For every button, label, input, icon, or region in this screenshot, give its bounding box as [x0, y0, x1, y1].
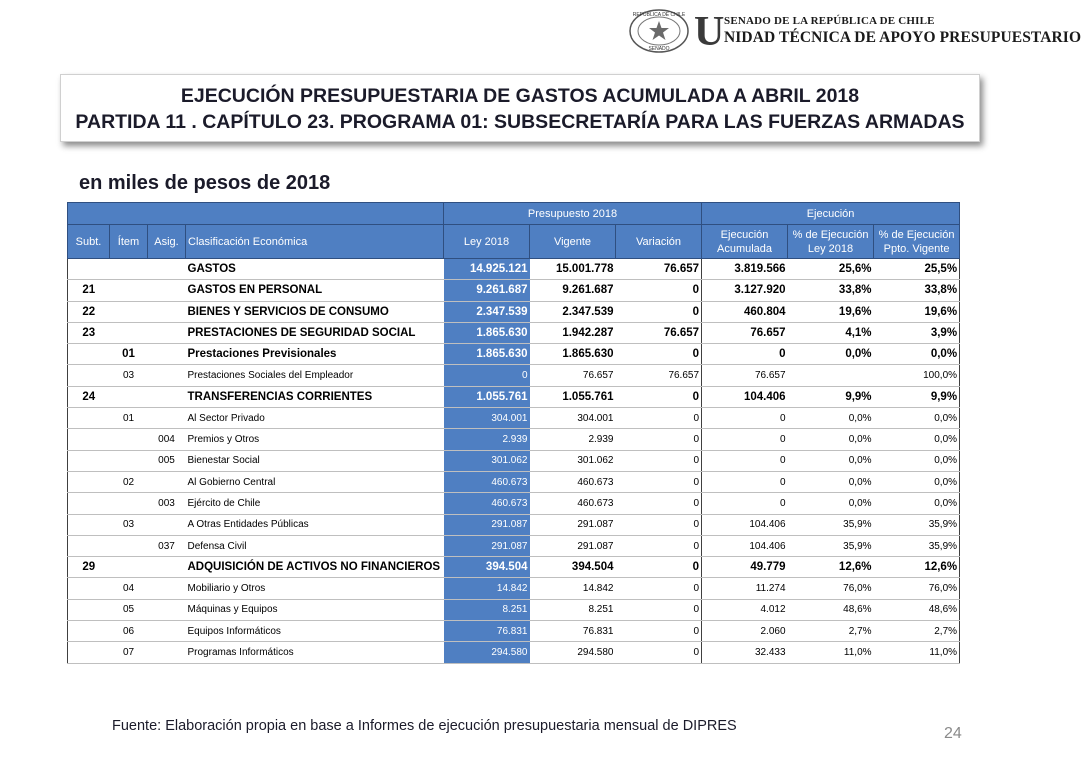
cell-item: [110, 386, 148, 407]
brand-initial: U: [694, 9, 725, 55]
col-header-pct-vig-line2: Ppto. Vigente: [883, 242, 950, 255]
cell-subt: 21: [68, 280, 110, 301]
header-blank: [68, 203, 444, 225]
cell-ley: 9.261.687: [444, 280, 530, 301]
cell-variacion: 76.657: [616, 365, 702, 386]
cell-item: [110, 322, 148, 343]
table-row: [68, 642, 960, 663]
cell-pct-ley: 76,0%: [788, 578, 874, 599]
cell-asig: [148, 386, 186, 407]
cell-vigente: 460.673: [530, 493, 616, 514]
col-header-item: Ítem: [110, 225, 148, 259]
cell-vigente: 2.347.539: [530, 301, 616, 322]
col-header-vigente: Vigente: [530, 225, 616, 259]
cell-pct-ley: 0,0%: [788, 408, 874, 429]
cell-ley: 14.842: [444, 578, 530, 599]
cell-ejecucion-acumulada: 3.819.566: [702, 259, 788, 280]
cell-ejecucion-acumulada: 11.274: [702, 578, 788, 599]
seal-top-text: REPÚBLICA DE CHILE: [632, 12, 686, 18]
title-box: [60, 74, 980, 142]
cell-pct-ley: 4,1%: [788, 322, 874, 343]
cell-clasificacion: PRESTACIONES DE SEGURIDAD SOCIAL: [186, 322, 444, 343]
cell-ejecucion-acumulada: 104.406: [702, 514, 788, 535]
cell-ley: 2.939: [444, 429, 530, 450]
cell-subt: [68, 408, 110, 429]
table-row: [68, 408, 960, 429]
cell-pct-vigente: 3,9%: [874, 322, 960, 343]
cell-ejecucion-acumulada: 0: [702, 344, 788, 365]
cell-asig: 004: [148, 429, 186, 450]
group-header-presupuesto: Presupuesto 2018: [444, 203, 702, 225]
cell-vigente: 1.942.287: [530, 322, 616, 343]
cell-pct-vigente: 19,6%: [874, 301, 960, 322]
cell-clasificacion: Máquinas y Equipos: [186, 599, 444, 620]
cell-asig: [148, 365, 186, 386]
cell-variacion: 0: [616, 471, 702, 492]
cell-variacion: 0: [616, 578, 702, 599]
cell-subt: [68, 429, 110, 450]
cell-pct-vigente: 48,6%: [874, 599, 960, 620]
cell-ejecucion-acumulada: 0: [702, 493, 788, 514]
cell-variacion: 0: [616, 535, 702, 556]
cell-item: [110, 535, 148, 556]
cell-subt: 23: [68, 322, 110, 343]
cell-vigente: 9.261.687: [530, 280, 616, 301]
col-header-pct-ley-line1: % de Ejecución: [792, 228, 869, 241]
cell-ejecucion-acumulada: 2.060: [702, 621, 788, 642]
cell-subt: 24: [68, 386, 110, 407]
cell-item: 03: [110, 365, 148, 386]
table-row: [68, 493, 960, 514]
cell-clasificacion: Programas Informáticos: [186, 642, 444, 663]
cell-ley: 291.087: [444, 514, 530, 535]
cell-item: [110, 280, 148, 301]
cell-pct-vigente: 11,0%: [874, 642, 960, 663]
cell-item: [110, 301, 148, 322]
cell-vigente: 8.251: [530, 599, 616, 620]
cell-variacion: 0: [616, 344, 702, 365]
cell-pct-ley: 11,0%: [788, 642, 874, 663]
cell-subt: [68, 621, 110, 642]
cell-pct-ley: 12,6%: [788, 557, 874, 578]
cell-ley: 291.087: [444, 535, 530, 556]
cell-pct-ley: 35,9%: [788, 535, 874, 556]
table-row: [68, 365, 960, 386]
cell-item: 01: [110, 344, 148, 365]
cell-ley: 76.831: [444, 621, 530, 642]
cell-ley: 1.865.630: [444, 322, 530, 343]
cell-vigente: 301.062: [530, 450, 616, 471]
cell-item: 01: [110, 408, 148, 429]
cell-vigente: 76.831: [530, 621, 616, 642]
cell-asig: [148, 621, 186, 642]
page-number: 24: [944, 725, 962, 742]
cell-vigente: 294.580: [530, 642, 616, 663]
cell-clasificacion: GASTOS: [186, 259, 444, 280]
col-header-asig: Asig.: [148, 225, 186, 259]
cell-clasificacion: Equipos Informáticos: [186, 621, 444, 642]
cell-clasificacion: Prestaciones Sociales del Empleador: [186, 365, 444, 386]
cell-variacion: 0: [616, 557, 702, 578]
cell-clasificacion: Premios y Otros: [186, 429, 444, 450]
cell-asig: [148, 471, 186, 492]
cell-ejecucion-acumulada: 0: [702, 450, 788, 471]
cell-variacion: 0: [616, 408, 702, 429]
cell-ejecucion-acumulada: 460.804: [702, 301, 788, 322]
cell-subt: [68, 514, 110, 535]
units-caption: en miles de pesos de 2018: [79, 172, 331, 194]
brand-top-text: SENADO DE LA REPÚBLICA DE CHILE: [724, 15, 935, 27]
cell-variacion: 0: [616, 514, 702, 535]
cell-subt: [68, 599, 110, 620]
page-title: EJECUCIÓN PRESUPUESTARIA DE GASTOS ACUMULADA A ABRIL 2018: [180, 85, 860, 107]
cell-pct-ley: 0,0%: [788, 429, 874, 450]
cell-ley: 304.001: [444, 408, 530, 429]
cell-variacion: 0: [616, 450, 702, 471]
cell-ley: 1.055.761: [444, 386, 530, 407]
cell-item: 02: [110, 471, 148, 492]
table-row: [68, 322, 960, 343]
cell-ley: 8.251: [444, 599, 530, 620]
cell-clasificacion: Mobiliario y Otros: [186, 578, 444, 599]
cell-subt: [68, 471, 110, 492]
cell-variacion: 76.657: [616, 322, 702, 343]
cell-pct-vigente: 0,0%: [874, 344, 960, 365]
cell-pct-vigente: 2,7%: [874, 621, 960, 642]
cell-asig: [148, 408, 186, 429]
cell-ley: 0: [444, 365, 530, 386]
cell-clasificacion: Al Sector Privado: [186, 408, 444, 429]
cell-clasificacion: Prestaciones Previsionales: [186, 344, 444, 365]
cell-vigente: 1.865.630: [530, 344, 616, 365]
cell-pct-vigente: 0,0%: [874, 408, 960, 429]
cell-pct-ley: 0,0%: [788, 471, 874, 492]
cell-pct-ley: [788, 365, 874, 386]
cell-pct-ley: 35,9%: [788, 514, 874, 535]
seal-bottom-text: SENADO: [648, 46, 670, 52]
cell-pct-vigente: 35,9%: [874, 535, 960, 556]
cell-pct-ley: 0,0%: [788, 493, 874, 514]
cell-variacion: 0: [616, 642, 702, 663]
cell-item: 07: [110, 642, 148, 663]
cell-clasificacion: Defensa Civil: [186, 535, 444, 556]
cell-variacion: 0: [616, 386, 702, 407]
cell-clasificacion: Al Gobierno Central: [186, 471, 444, 492]
table-row: [68, 471, 960, 492]
cell-pct-ley: 48,6%: [788, 599, 874, 620]
cell-subt: [68, 578, 110, 599]
cell-ley: 294.580: [444, 642, 530, 663]
cell-asig: [148, 599, 186, 620]
cell-item: [110, 493, 148, 514]
brand-bottom-text: NIDAD TÉCNICA DE APOYO PRESUPUESTARIO: [724, 29, 1081, 46]
cell-pct-vigente: 100,0%: [874, 365, 960, 386]
cell-variacion: 0: [616, 621, 702, 642]
cell-ley: 460.673: [444, 471, 530, 492]
cell-pct-vigente: 0,0%: [874, 471, 960, 492]
cell-asig: [148, 322, 186, 343]
cell-pct-vigente: 76,0%: [874, 578, 960, 599]
cell-subt: [68, 344, 110, 365]
table-row: [68, 344, 960, 365]
cell-ejecucion-acumulada: 104.406: [702, 535, 788, 556]
table-row: [68, 514, 960, 535]
cell-ejecucion-acumulada: 49.779: [702, 557, 788, 578]
cell-vigente: 291.087: [530, 535, 616, 556]
budget-table-body: [68, 259, 960, 664]
cell-item: 04: [110, 578, 148, 599]
cell-asig: [148, 259, 186, 280]
col-header-pct-ley-line2: Ley 2018: [807, 242, 854, 255]
table-row: [68, 535, 960, 556]
cell-ley: 394.504: [444, 557, 530, 578]
table-row: [68, 599, 960, 620]
cell-pct-vigente: 25,5%: [874, 259, 960, 280]
cell-clasificacion: A Otras Entidades Públicas: [186, 514, 444, 535]
cell-subt: [68, 642, 110, 663]
cell-vigente: 2.939: [530, 429, 616, 450]
cell-subt: [68, 450, 110, 471]
cell-variacion: 0: [616, 301, 702, 322]
col-header-pct-vig-line1: % de Ejecución: [878, 228, 955, 241]
cell-ejecucion-acumulada: 4.012: [702, 599, 788, 620]
cell-asig: 003: [148, 493, 186, 514]
cell-vigente: 394.504: [530, 557, 616, 578]
cell-pct-vigente: 12,6%: [874, 557, 960, 578]
cell-variacion: 0: [616, 493, 702, 514]
col-header-ley: Ley 2018: [444, 225, 530, 259]
col-header-clasificacion: Clasificación Económica: [186, 225, 444, 259]
cell-clasificacion: BIENES Y SERVICIOS DE CONSUMO: [186, 301, 444, 322]
cell-pct-ley: 0,0%: [788, 344, 874, 365]
page-subtitle-program: PARTIDA 11 . CAPÍTULO 23. PROGRAMA 01: SUBSECRETARÍA PARA LAS FUERZAS ARMADAS: [75, 111, 965, 133]
cell-asig: [148, 557, 186, 578]
col-header-ejec-acum-line2: Acumulada: [717, 242, 773, 255]
cell-item: 05: [110, 599, 148, 620]
cell-subt: [68, 365, 110, 386]
cell-pct-vigente: 0,0%: [874, 493, 960, 514]
col-header-pct-vigente: [874, 225, 960, 259]
cell-clasificacion: Ejército de Chile: [186, 493, 444, 514]
cell-pct-ley: 19,6%: [788, 301, 874, 322]
table-row: [68, 621, 960, 642]
table-row: [68, 301, 960, 322]
budget-table: [67, 202, 960, 664]
cell-pct-ley: 0,0%: [788, 450, 874, 471]
cell-asig: [148, 280, 186, 301]
cell-pct-ley: 9,9%: [788, 386, 874, 407]
cell-item: [110, 429, 148, 450]
cell-ejecucion-acumulada: 104.406: [702, 386, 788, 407]
cell-ley: 1.865.630: [444, 344, 530, 365]
cell-subt: [68, 493, 110, 514]
table-row: [68, 280, 960, 301]
cell-vigente: 1.055.761: [530, 386, 616, 407]
cell-ejecucion-acumulada: 76.657: [702, 365, 788, 386]
cell-ejecucion-acumulada: 3.127.920: [702, 280, 788, 301]
cell-vigente: 460.673: [530, 471, 616, 492]
cell-variacion: 76.657: [616, 259, 702, 280]
cell-pct-vigente: 35,9%: [874, 514, 960, 535]
cell-pct-vigente: 0,0%: [874, 450, 960, 471]
cell-asig: 037: [148, 535, 186, 556]
cell-pct-ley: 2,7%: [788, 621, 874, 642]
cell-asig: [148, 642, 186, 663]
cell-ley: 2.347.539: [444, 301, 530, 322]
cell-asig: [148, 301, 186, 322]
col-header-subt: Subt.: [68, 225, 110, 259]
table-row: [68, 578, 960, 599]
cell-ejecucion-acumulada: 0: [702, 429, 788, 450]
table-row: [68, 557, 960, 578]
cell-variacion: 0: [616, 429, 702, 450]
cell-clasificacion: TRANSFERENCIAS CORRIENTES: [186, 386, 444, 407]
cell-item: [110, 557, 148, 578]
col-header-pct-ley: [788, 225, 874, 259]
cell-subt: [68, 259, 110, 280]
cell-asig: [148, 578, 186, 599]
cell-ley: 301.062: [444, 450, 530, 471]
cell-ley: 14.925.121: [444, 259, 530, 280]
cell-asig: [148, 344, 186, 365]
cell-subt: 22: [68, 301, 110, 322]
table-row: [68, 450, 960, 471]
col-header-ejec-acum-line1: Ejecución: [720, 228, 769, 241]
cell-clasificacion: ADQUISICIÓN DE ACTIVOS NO FINANCIEROS: [186, 557, 444, 578]
cell-vigente: 291.087: [530, 514, 616, 535]
cell-vigente: 15.001.778: [530, 259, 616, 280]
senado-seal-icon: [628, 8, 690, 54]
table-row: [68, 386, 960, 407]
group-header-ejecucion: Ejecución: [702, 203, 960, 225]
cell-clasificacion: GASTOS EN PERSONAL: [186, 280, 444, 301]
cell-vigente: 304.001: [530, 408, 616, 429]
cell-variacion: 0: [616, 599, 702, 620]
cell-subt: 29: [68, 557, 110, 578]
table-row: [68, 259, 960, 280]
cell-item: [110, 450, 148, 471]
cell-variacion: 0: [616, 280, 702, 301]
col-header-ejecucion-acumulada: [702, 225, 788, 259]
cell-item: 06: [110, 621, 148, 642]
cell-clasificacion: Bienestar Social: [186, 450, 444, 471]
cell-pct-ley: 25,6%: [788, 259, 874, 280]
cell-ejecucion-acumulada: 76.657: [702, 322, 788, 343]
table-row: [68, 429, 960, 450]
cell-asig: [148, 514, 186, 535]
cell-pct-vigente: 0,0%: [874, 429, 960, 450]
cell-item: 03: [110, 514, 148, 535]
source-note: Fuente: Elaboración propia en base a Informes de ejecución presupuestaria mensual de DIPRES: [112, 718, 737, 734]
cell-ejecucion-acumulada: 0: [702, 471, 788, 492]
cell-ejecucion-acumulada: 0: [702, 408, 788, 429]
cell-pct-vigente: 9,9%: [874, 386, 960, 407]
cell-ley: 460.673: [444, 493, 530, 514]
col-header-variacion: Variación: [616, 225, 702, 259]
cell-ejecucion-acumulada: 32.433: [702, 642, 788, 663]
cell-pct-ley: 33,8%: [788, 280, 874, 301]
cell-vigente: 14.842: [530, 578, 616, 599]
cell-pct-vigente: 33,8%: [874, 280, 960, 301]
cell-item: [110, 259, 148, 280]
cell-vigente: 76.657: [530, 365, 616, 386]
cell-asig: 005: [148, 450, 186, 471]
cell-subt: [68, 535, 110, 556]
